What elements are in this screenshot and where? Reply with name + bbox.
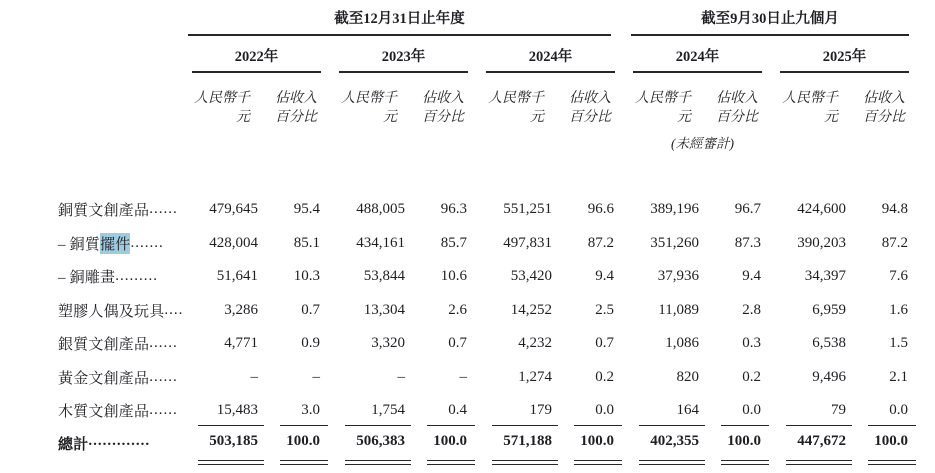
pct-cell: 87.3 <box>734 234 761 251</box>
pct-cell: 10.6 <box>440 268 467 285</box>
amount-cell: 1,274 <box>518 368 552 385</box>
pct-cell: 2.5 <box>595 301 614 318</box>
total-amount-cell: 506,383 <box>335 428 421 473</box>
amount-cell: 9,496 <box>812 368 846 385</box>
row-label: 銅質文創產品 ...... <box>58 201 178 220</box>
pct-cell: 95.4 <box>293 201 320 218</box>
pct-cell: 94.8 <box>881 201 908 218</box>
pct-cell: 0.0 <box>715 394 776 428</box>
pct-cell: 0.7 <box>301 301 320 318</box>
pct-cell: 0.7 <box>595 335 614 352</box>
table-row <box>58 394 923 428</box>
amount-cell: 53,844 <box>363 268 405 285</box>
dot-leader: ...... <box>149 368 178 385</box>
pct-cell: 2.1 <box>889 368 908 385</box>
year-header-2024-9m: 2024年 <box>633 36 762 73</box>
amount-cell: 13,304 <box>363 301 405 318</box>
total-pct-cell: 100.0 <box>274 428 335 473</box>
pct-cell: 3.0 <box>274 394 335 428</box>
amount-cell: 15,483 <box>188 394 274 428</box>
year-header-row <box>58 36 923 73</box>
amount-cell: 11,089 <box>658 301 699 318</box>
row-label: 銀質文創產品 ...... <box>58 335 178 354</box>
column-header-amount: 人民幣千元 <box>782 91 838 125</box>
dot-leader: ...... <box>149 335 178 352</box>
amount-cell: 3,320 <box>371 335 405 352</box>
search-highlight: 擺件 <box>100 233 130 254</box>
column-header-pct: 佔收入 百分比 <box>275 91 317 125</box>
column-header-pct: 佔收入 百分比 <box>716 91 758 125</box>
amount-cell: 34,397 <box>804 268 846 285</box>
column-header-amount: 人民幣千元 <box>341 91 397 125</box>
amount-cell: 389,196 <box>650 201 699 218</box>
amount-cell: 53,420 <box>510 268 552 285</box>
row-label: 塑膠人偶及玩具 .... <box>58 301 184 320</box>
dot-leader: ...... <box>149 402 178 419</box>
amount-cell: 1,754 <box>335 394 421 428</box>
amount-cell: 164 <box>629 394 715 428</box>
year-header-2023: 2023年 <box>339 36 468 73</box>
column-header-pct: 佔收入 百分比 <box>569 91 611 125</box>
pct-cell: 96.7 <box>734 201 761 218</box>
total-pct-cell: 100.0 <box>715 428 776 473</box>
pct-cell: 0.2 <box>742 368 761 385</box>
total-label: 總計 ............. <box>58 432 151 453</box>
pct-cell: 2.6 <box>448 301 467 318</box>
pct-cell: 1.6 <box>889 301 908 318</box>
amount-cell: 51,641 <box>216 268 258 285</box>
row-label: – 銅質 擺件 ....... <box>58 234 164 253</box>
amount-cell: 6,959 <box>812 301 846 318</box>
amount-cell: – <box>397 368 405 385</box>
total-amount-cell: 503,185 <box>188 428 274 473</box>
dot-leader: ....... <box>130 234 164 251</box>
pct-cell: – <box>312 368 320 385</box>
total-amount-cell: 447,672 <box>776 428 862 473</box>
pct-cell: 1.5 <box>889 335 908 352</box>
amount-cell: – <box>250 368 258 385</box>
amount-cell: 351,260 <box>650 234 699 251</box>
amount-cell: 488,005 <box>356 201 405 218</box>
pct-cell: 0.7 <box>448 335 467 352</box>
table-row <box>58 260 923 294</box>
pct-cell: 85.1 <box>293 234 320 251</box>
total-amount-cell: 402,355 <box>629 428 715 473</box>
dot-leader: .... <box>164 301 184 318</box>
pct-cell: 0.2 <box>595 368 614 385</box>
period-header-row <box>58 10 923 36</box>
amount-cell: 497,831 <box>503 234 552 251</box>
column-header-amount: 人民幣千元 <box>635 91 691 125</box>
column-header-amount: 人民幣千元 <box>194 91 250 125</box>
amount-cell: 434,161 <box>356 234 405 251</box>
year-header-2025: 2025年 <box>780 36 909 73</box>
total-row <box>58 428 923 473</box>
pct-cell: 10.3 <box>293 268 320 285</box>
pct-cell: – <box>459 368 467 385</box>
amount-cell: 1,086 <box>665 335 699 352</box>
column-header-pct: 佔收入 百分比 <box>422 91 464 125</box>
table-row <box>58 193 923 227</box>
amount-cell: 79 <box>776 394 862 428</box>
period-header-annual: 截至12月31日止年度 <box>188 10 611 36</box>
pct-cell: 7.6 <box>889 268 908 285</box>
amount-cell: 3,286 <box>224 301 258 318</box>
amount-cell: 820 <box>676 368 699 385</box>
amount-cell: 551,251 <box>503 201 552 218</box>
dot-leader: ............. <box>88 432 151 449</box>
amount-cell: 4,771 <box>224 335 258 352</box>
amount-cell: 424,600 <box>797 201 846 218</box>
total-pct-cell: 100.0 <box>421 428 482 473</box>
total-amount-cell: 571,188 <box>482 428 568 473</box>
row-label: – 銅雕畫 ......... <box>58 268 159 287</box>
pct-cell: 0.3 <box>742 335 761 352</box>
amount-cell: 179 <box>482 394 568 428</box>
column-header-amount: 人民幣千元 <box>488 91 544 125</box>
pct-cell: 96.6 <box>587 201 614 218</box>
column-header-pct: 佔收入 百分比 <box>863 91 905 125</box>
amount-cell: 37,936 <box>657 268 699 285</box>
year-header-2022: 2022年 <box>192 36 321 73</box>
column-header-row <box>58 73 923 127</box>
pct-cell: 87.2 <box>881 234 908 251</box>
dot-leader: ...... <box>149 201 178 218</box>
amount-cell: 14,252 <box>510 301 552 318</box>
amount-cell: 6,538 <box>812 335 846 352</box>
amount-cell: 390,203 <box>797 234 846 251</box>
period-header-nine-months: 截至9月30日止九個月 <box>631 10 909 36</box>
table-row <box>58 227 923 261</box>
pct-cell: 0.0 <box>862 394 923 428</box>
amount-cell: 4,232 <box>518 335 552 352</box>
pct-cell: 9.4 <box>742 268 761 285</box>
unaudited-note-row <box>58 127 923 153</box>
pct-cell: 0.9 <box>301 335 320 352</box>
row-label: 黃金文創產品 ...... <box>58 368 178 387</box>
pct-cell: 87.2 <box>587 234 614 251</box>
pct-cell: 9.4 <box>595 268 614 285</box>
pct-cell: 85.7 <box>440 234 467 251</box>
pct-cell: 2.8 <box>742 301 761 318</box>
unaudited-note: (未經審計) <box>671 136 734 151</box>
pct-cell: 96.3 <box>440 201 467 218</box>
pct-cell: 0.0 <box>568 394 629 428</box>
table-row <box>58 327 923 361</box>
total-pct-cell: 100.0 <box>862 428 923 473</box>
total-pct-cell: 100.0 <box>568 428 629 473</box>
amount-cell: 479,645 <box>209 201 258 218</box>
table-row <box>58 294 923 328</box>
dot-leader: ......... <box>115 268 159 285</box>
row-label: 木質文創產品 ...... <box>58 402 178 421</box>
year-header-2024: 2024年 <box>486 36 615 73</box>
pct-cell: 0.4 <box>421 394 482 428</box>
table-row <box>58 361 923 395</box>
amount-cell: 428,004 <box>209 234 258 251</box>
